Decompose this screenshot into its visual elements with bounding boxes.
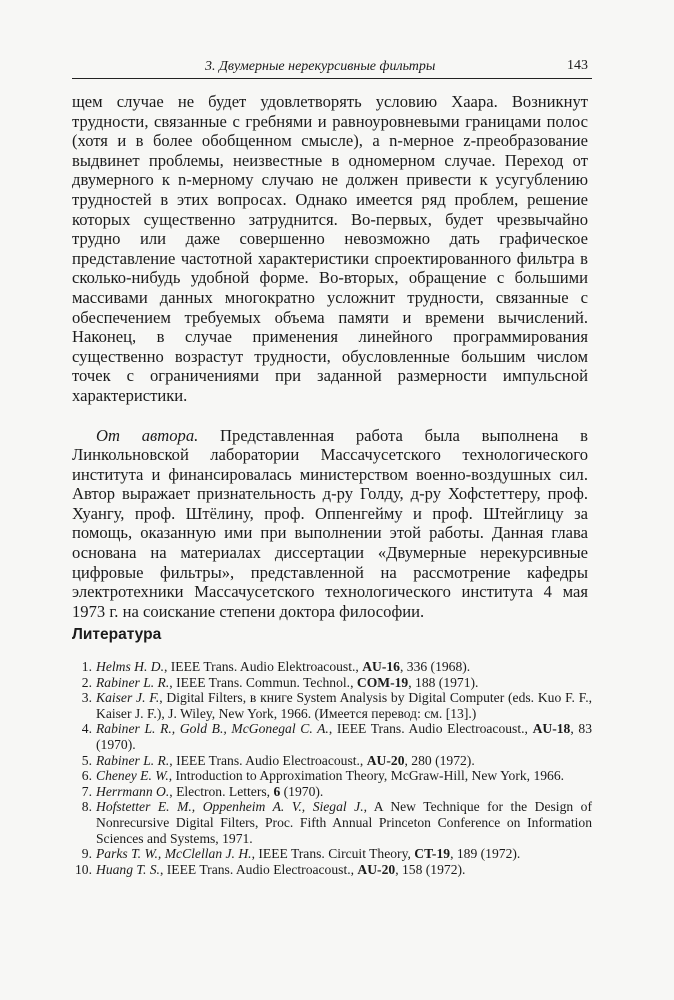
reference-text-end: (1970).: [280, 783, 324, 799]
references-list: [72, 659, 592, 877]
reference-text: , IEEE Trans. Audio Elektroacoust.,: [163, 659, 363, 674]
reference-text: , IEEE Trans. Audio Electroacoust.,: [328, 721, 533, 737]
reference-item: [72, 721, 592, 752]
reference-number: 5.: [81, 752, 92, 768]
reference-authors: Hofstetter E. M., Oppenheim A. V., Siegal J.: [96, 799, 364, 815]
reference-text: , Introduction to Approximation Theory, McGraw-Hill, New York, 1966.: [168, 768, 565, 784]
reference-text-end: , 280 (1972).: [404, 752, 475, 768]
reference-text-end: , 83 (1970).: [96, 721, 592, 752]
reference-authors: Rabiner L. R., Gold B., McGonegal C. A.: [96, 721, 329, 737]
reference-number: 7.: [81, 783, 92, 799]
reference-volume: CT-19: [414, 846, 451, 862]
reference-authors: Parks T. W., McClellan J. H.: [96, 846, 252, 862]
reference-volume: AU-16: [362, 659, 400, 674]
reference-text: , IEEE Trans. Audio Electroacoust.,: [169, 752, 367, 768]
reference-authors: Kaiser J. F.: [96, 690, 160, 706]
reference-authors: Cheney E. W.: [96, 768, 169, 784]
reference-item: [72, 799, 592, 846]
page-number: 143: [567, 58, 588, 73]
running-header: [72, 56, 592, 79]
acknowledgment-lead: От автора.: [96, 425, 199, 445]
reference-text-end: , 336 (1968).: [399, 659, 471, 674]
reference-authors: Rabiner L. R.: [96, 752, 170, 768]
reference-item: [72, 846, 592, 862]
reference-text-end: , 158 (1972).: [395, 861, 466, 877]
reference-number: 2.: [81, 674, 92, 690]
reference-volume: AU-20: [357, 861, 396, 877]
reference-text: , Electron. Letters,: [169, 783, 274, 799]
reference-authors: Herrmann O.: [96, 783, 170, 799]
reference-item: [72, 784, 592, 800]
body-text: [72, 92, 588, 621]
reference-item: [72, 675, 592, 691]
acknowledgment-text: Представленная работа была выполнена в Линкольновской лаборатории Массачусетского технологического института и финансировалась министерством военно-воздушных сил. Автор выражает признательность д-ру Голду, д-ру Хофстеттеру, проф. Хуангу, проф. Штёлину, проф. Оппенгейму и проф. Штейглицу за помощь, оказанную ими при выполнении этой работы. Данная глава основана на материалах диссертации «Двумерные нерекурсивные цифровые фильтры», представленной на рассмотрение кафедры электротехники Массачусетского технологического института 4 мая 1973 г. на соискание степени доктора философии.: [72, 425, 588, 621]
reference-volume: AU-18: [532, 721, 571, 737]
reference-number: 9.: [81, 846, 92, 862]
paragraph-main: щем случае не будет удовлетворять условию Хаара. Возникнут трудности, связанные с гребнями и равноуровневыми границами полос (хотя и в более обобщенном смысле), а n-мерное z-преобразование выдвинет проблемы, неизвестные в одномерном случае. Переход от двумерного к n-мерному случаю не должен привести к усугублению трудностей в этих вопросах. Однако имеется ряд проблем, решение которых существенно затруднится. Во-первых, будет чрезвычайно трудно или даже совершенно невозможно дать графическое представление частотной характеристики спроектированного фильтра в сколько-нибудь удобной форме. Во-вторых, обращение с большими массивами данных многократно усложнит трудности, связанные с обеспечением требуемых объема памяти и времени вычислений. Наконец, в случае применения линейного программирования существенно возрастут трудности, обусловленные большим числом точек с ограничениями при заданной размерности импульсной характеристики.: [72, 92, 588, 405]
reference-number: 3.: [81, 690, 92, 706]
reference-number: 1.: [81, 659, 92, 674]
reference-text: , Digital Filters, в книге System Analysis by Digital Computer (eds. Kuo F. F., Kaiser J. F.), J. Wiley, New York, 1966. (Имеется перевод: см. [13].): [96, 690, 592, 721]
running-title: 3. Двумерные нерекурсивные фильтры: [205, 59, 436, 74]
reference-text: , IEEE Trans. Audio Electroacoust.,: [159, 861, 358, 877]
reference-text: , A New Technique for the Design of Nonrecursive Digital Filters, Proc. Fifth Annual Princeton Conference on Information Sciences and Systems, 1971.: [96, 799, 592, 846]
reference-text-end: , 188 (1971).: [408, 674, 479, 690]
reference-item: [72, 753, 592, 769]
reference-authors: Huang T. S.: [96, 861, 160, 877]
reference-text-end: , 189 (1972).: [450, 846, 521, 862]
reference-number: 10.: [75, 861, 92, 877]
reference-volume: AU-20: [366, 752, 405, 768]
reference-item: [72, 690, 592, 721]
reference-text: , IEEE Trans. Circuit Theory,: [251, 846, 415, 862]
reference-item: [72, 862, 592, 878]
paragraph-acknowledgment: [72, 426, 588, 622]
reference-authors: Helms H. D.: [96, 659, 164, 674]
reference-text: , IEEE Trans. Commun. Technol.,: [169, 674, 357, 690]
reference-item: [72, 768, 592, 784]
reference-number: 6.: [81, 768, 92, 784]
references-heading: Литература: [72, 626, 162, 643]
reference-number: 4.: [81, 721, 92, 737]
reference-number: 8.: [81, 799, 92, 815]
reference-volume: COM-19: [356, 674, 409, 690]
reference-item: [72, 659, 592, 675]
reference-volume: 6: [273, 783, 281, 799]
reference-authors: Rabiner L. R.: [96, 674, 170, 690]
